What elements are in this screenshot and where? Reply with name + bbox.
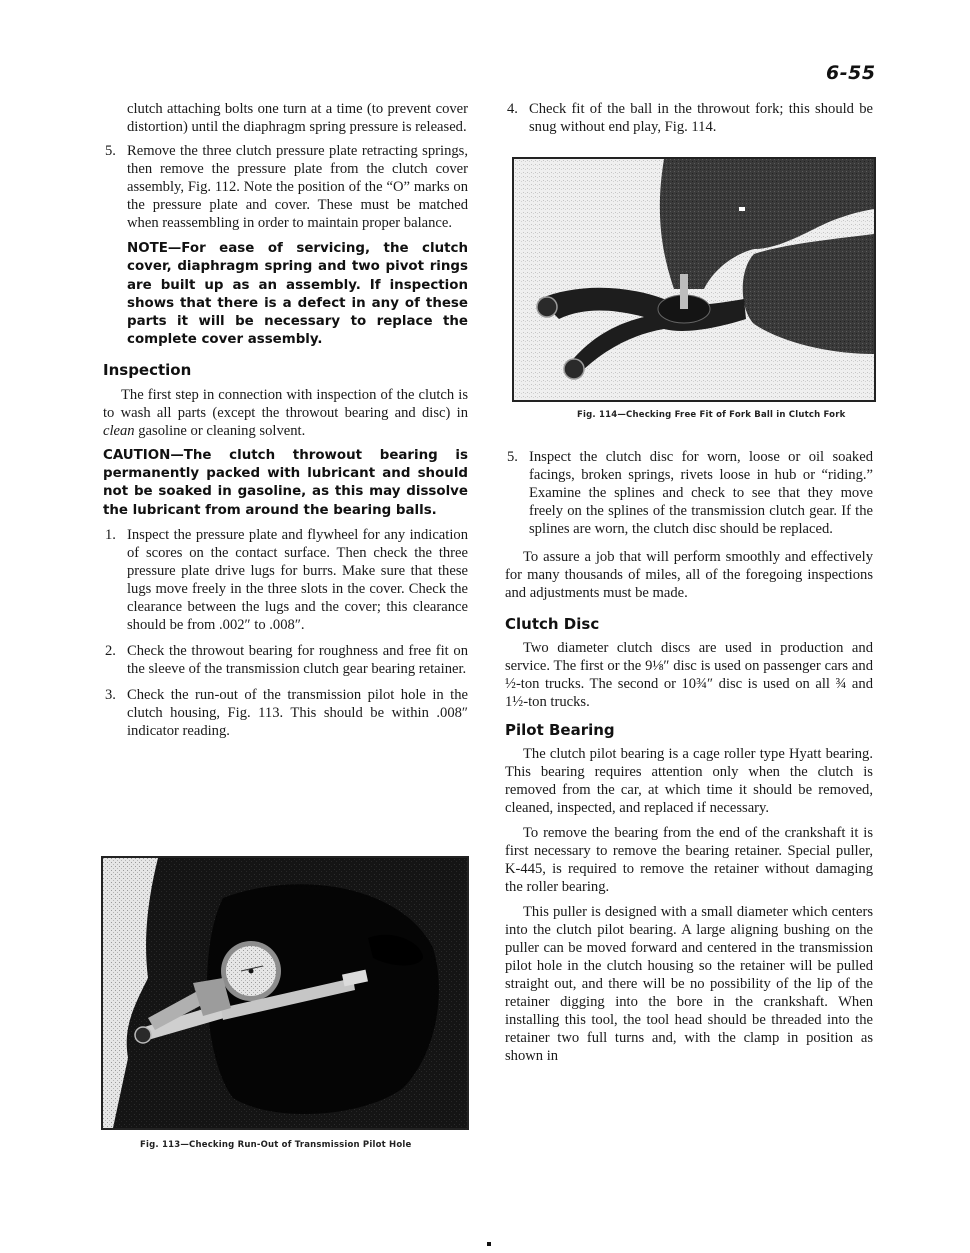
intro-text: The first step in connection with inspection of the clutch is to wash all parts (except the throwout bearing and disc) in — [103, 386, 468, 421]
section-heading-inspection: Inspection — [103, 360, 192, 379]
note-block: NOTE—For ease of servicing, the clutch cover, diaphragm spring and two pivot rings are built up as an assembly. If inspection shows that there is a defect in any of these parts it will be necessary to replace the complete cover assembly. — [127, 241, 468, 348]
dial-indicator-photo-icon — [103, 858, 467, 1128]
pilot-bearing-paragraph-1: The clutch pilot bearing is a cage roller type Hyatt bearing. This bearing requires attention only when the clutch is removed from the car, at which time it should be removed, cleaned, inspected, and replaced if necessary. — [505, 746, 873, 816]
step-5-inspect-disc — [505, 448, 873, 538]
step-4-check-fork-ball — [505, 100, 873, 136]
inspection-step-2 — [103, 642, 468, 678]
step-5-remove-springs — [103, 142, 468, 232]
step-number: 2. — [105, 642, 116, 659]
step-text: Check the throwout bearing for roughness and free fit on the sleeve of the transmission clutch gear bearing retainer. — [127, 642, 468, 677]
pilot-bearing-paragraph-3: This puller is designed with a small diameter which centers into the clutch pilot bearing. A large aligning bushing on the puller can be moved forward and centered in the transmission pilot hole in the clutch housing so the retainer will be pulled straight out, and there will be no possibility of the lip of the retainer digging into the bore in the crankshaft. When installing this tool, the tool head should be threaded into the retainer two full turns and, with the clamp in position as shown in — [505, 904, 873, 1064]
pilot-bearing-paragraph-2: To remove the bearing from the end of the crankshaft it is first necessary to remove the bearing retainer. Special puller, K-445, is required to remove the retainer without damaging the roller bearing. — [505, 825, 873, 895]
summary-paragraph: To assure a job that will perform smoothly and effectively for many thousands of miles, all of the foregoing inspections and adjustments must be made. — [505, 549, 873, 601]
step-number: 1. — [105, 526, 116, 543]
inspection-intro — [103, 386, 468, 440]
step-number: 5. — [507, 449, 518, 465]
step-number: 3. — [105, 686, 116, 703]
page-number: 6-55 — [826, 62, 876, 84]
step-number: 5. — [105, 143, 116, 159]
section-heading-pilot-bearing: Pilot Bearing — [505, 721, 615, 739]
intro-text-end: gasoline or cleaning solvent. — [134, 422, 306, 439]
caution-block: CAUTION—The clutch throwout bearing is permanently packed with lubricant and should not be soaked in gasoline, as this may dissolve the lubricant from around the bearing balls. — [103, 447, 468, 518]
step-text: Check fit of the ball in the throwout fork; this should be snug without end play, Fig. 114. — [529, 101, 873, 135]
intro-emphasis: clean — [103, 422, 135, 439]
step-text: Inspect the pressure plate and flywheel for any indication of scores on the contact surface. Then check the three pressure plate drive lugs for burrs. Make sure that these lugs move freely in the three slots in the cover. Check the clearance between the lugs and the cover; this clearance should be from .002″ to .008″. — [127, 526, 468, 633]
scan-speck — [487, 1242, 491, 1246]
step-text: Remove the three clutch pressure plate retracting springs, then remove the pressure plate from the clutch cover assembly, Fig. 112. Note the position of the “O” marks on the pressure plate and cover. These must be matched when reassembling in order to maintain proper balance. — [127, 143, 468, 231]
inspection-step-1 — [103, 526, 468, 634]
figure-114-image — [512, 157, 876, 402]
right-column-body — [505, 448, 873, 1065]
clutch-fork-photo-icon — [514, 159, 874, 400]
section-heading-clutch-disc: Clutch Disc — [505, 615, 600, 633]
left-column — [103, 100, 468, 740]
inspection-step-3 — [103, 686, 468, 740]
clutch-disc-paragraph: Two diameter clutch discs are used in production and service. The first or the 9⅛″ disc is used on passenger cars and ½-ton trucks. The second or 10¾″ disc is used on all ¾ and 1½-ton trucks. — [505, 640, 873, 710]
figure-113-caption: Fig. 113—Checking Run-Out of Transmission Pilot Hole — [140, 1140, 412, 1150]
step-number: 4. — [507, 101, 518, 117]
right-column-top — [505, 100, 873, 136]
step-text: Check the run-out of the transmission pilot hole in the clutch housing, Fig. 113. This should be within .008″ indicator reading. — [127, 686, 468, 739]
continuation-text: clutch attaching bolts one turn at a time (to prevent cover distortion) until the diaphragm spring pressure is released. — [127, 101, 468, 135]
figure-113-image — [101, 856, 469, 1130]
step-text: Inspect the clutch disc for worn, loose or oil soaked facings, broken springs, rivets loose in hub or “riding.” Examine the splines and check to see that they move freely on the splines of the transmission clutch gear. If the splines are worn, the clutch disc should be replaced. — [529, 449, 873, 537]
figure-114-caption: Fig. 114—Checking Free Fit of Fork Ball in Clutch Fork — [577, 410, 846, 420]
